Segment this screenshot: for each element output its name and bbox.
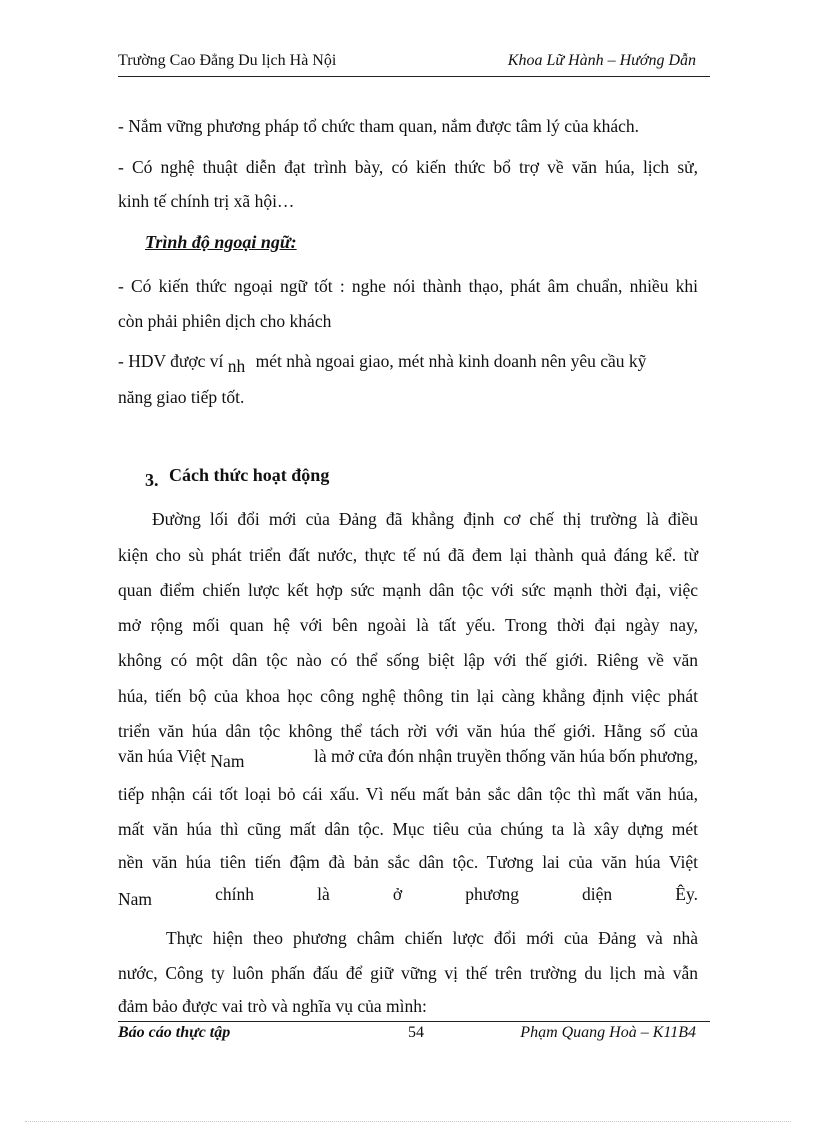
section-number: 3. — [145, 470, 159, 490]
paragraph-line-6: húa, tiến bộ của khoa học công nghệ thông tin lại càng khẳng định việc phát — [118, 686, 698, 706]
header-school-name: Trường Cao Đẳng Du lịch Hà Nội — [118, 52, 337, 69]
paragraph-line-9: tiếp nhận cái tốt loại bỏ cái xấu. Vì nếu mất bản sắc dân tộc thì mất văn húa, — [118, 784, 698, 804]
bullet-language-line-2: còn phải phiên dịch cho khách — [118, 311, 332, 331]
bullet-presentation-line-2: kinh tế chính trị xã hội… — [118, 191, 295, 211]
closing-line-2: nước, Công ty luôn phấn đấu để giữ vững vị thế trên trường du lịch mà vẫn — [118, 963, 698, 983]
paragraph-line-12-word: ở — [392, 884, 403, 904]
paragraph-line-12-word: Nam — [118, 889, 153, 909]
paragraph-line-12 — [118, 884, 698, 909]
header-department: Khoa Lữ Hành – Hướng Dẫn — [507, 52, 696, 69]
language-skills-heading: Trình độ ngoại ngữ: — [145, 232, 297, 252]
paragraph-line-3: quan điểm chiến lược kết hợp sức mạnh dân tộc với sức mạnh thời đại, việc — [118, 580, 698, 600]
page-number: 54 — [408, 1024, 424, 1041]
section-title: Cách thức hoạt động — [169, 465, 330, 485]
paragraph-line-12-word: Êy. — [675, 884, 698, 904]
closing-line-3: đảm bảo được vai trò và nghĩa vụ của mình: — [118, 996, 427, 1016]
paragraph-line-12-word: là — [317, 884, 330, 904]
page-bottom-divider — [25, 1121, 791, 1122]
paragraph-line-8-text-a: văn húa Việt — [118, 746, 207, 766]
bullet-diplomat-line-2: năng giao tiếp tốt. — [118, 387, 245, 407]
paragraph-line-12-word: phương — [465, 884, 519, 904]
bullet-tour-method: - Nắm vững phương pháp tổ chức tham quan, nắm được tâm lý của khách. — [118, 116, 640, 136]
closing-line-1: Thực hiện theo phương châm chiến lược đổi mới của Đảng và nhà — [166, 928, 698, 948]
paragraph-line-12-word: chính — [215, 884, 255, 904]
paragraph-line-1: Đường lối đổi mới của Đảng đã khẳng định cơ chế thị trường là điều — [152, 509, 698, 529]
bullet-diplomat-subscript: nh — [227, 356, 246, 376]
paragraph-line-11: nền văn húa tiên tiến đậm đà bản sắc dân tộc. Tương lai của văn húa Việt — [118, 852, 698, 872]
paragraph-line-12-word: diện — [582, 884, 613, 904]
bullet-diplomat-text-b: mét nhà ngoai giao, mét nhà kinh doanh nên yêu cầu kỹ — [255, 351, 647, 371]
bullet-language-line-1: - Có kiến thức ngoại ngữ tốt : nghe nói thành thạo, phát âm chuẩn, nhiều khi — [118, 276, 698, 296]
paragraph-line-5: không có một dân tộc nào có thể sống biệt lập với thế giới. Riêng về văn — [118, 650, 698, 670]
bullet-diplomat-text-a: - HDV được ví — [118, 351, 224, 371]
paragraph-line-8-text-b: là mở cửa đón nhận truyền thống văn húa bốn phương, — [313, 746, 698, 766]
footer-report-title: Báo cáo thực tập — [118, 1024, 231, 1041]
footer-author: Phạm Quang Hoà – K11B4 — [520, 1024, 696, 1041]
paragraph-line-7: triển văn húa dân tộc không thể tách rời với văn húa thế giới. Hằng số của — [118, 721, 698, 741]
paragraph-line-8-subscript: Nam — [210, 751, 245, 771]
paragraph-line-4: mở rộng mối quan hệ với bên ngoài là tất yếu. Trong thời đại ngày nay, — [118, 615, 698, 635]
paragraph-line-2: kiện cho sù phát triển đất nước, thực tế nú đã đem lại thành quả đáng kể. từ — [118, 545, 698, 565]
footer-rule — [118, 1021, 710, 1022]
header-rule — [118, 76, 710, 77]
paragraph-line-8 — [118, 746, 698, 771]
bullet-presentation-line-1: - Có nghệ thuật diễn đạt trình bày, có kiến thức bổ trợ về văn húa, lịch sử, — [118, 157, 698, 177]
paragraph-line-10: mất văn húa thì cũng mất dân tộc. Mục tiêu của chúng ta là xây dựng mét — [118, 819, 698, 839]
bullet-diplomat-line-1 — [118, 351, 698, 376]
